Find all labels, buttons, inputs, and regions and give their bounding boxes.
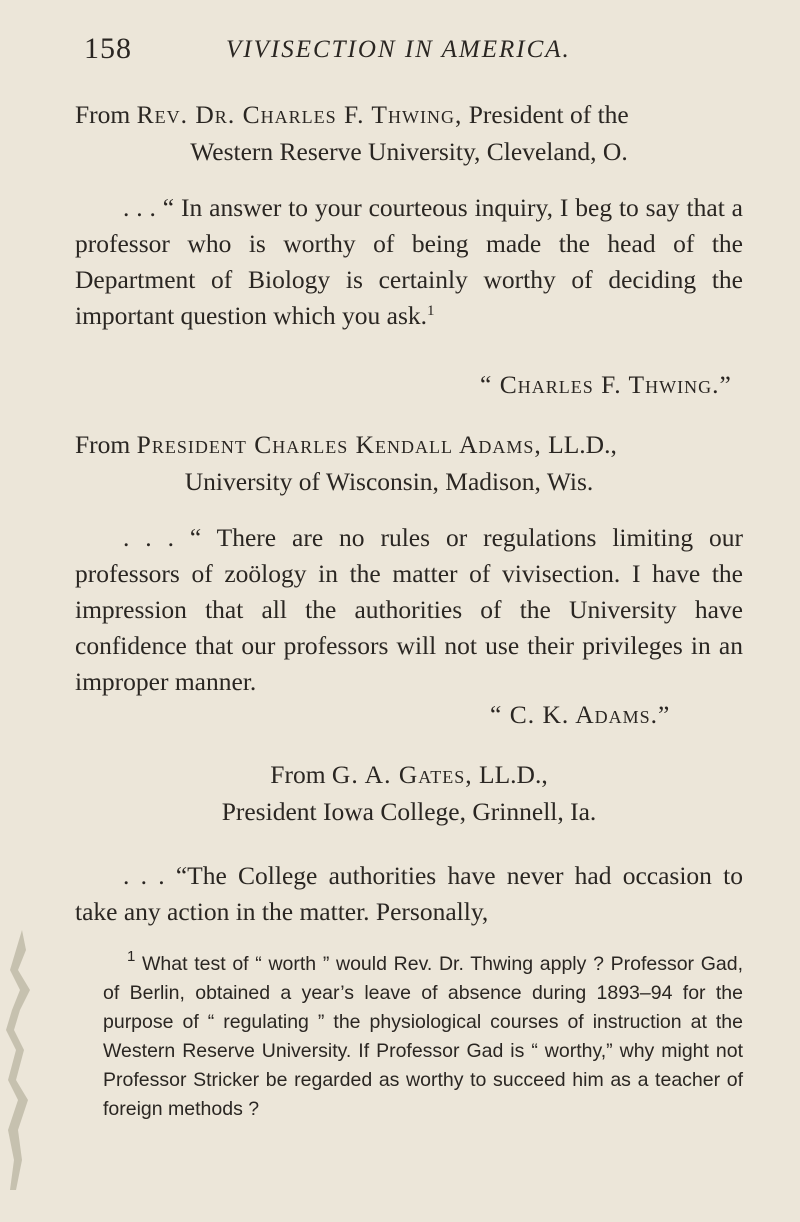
- letter-1-body: [75, 190, 743, 334]
- heading-institution: University of Wisconsin, Madison, Wis.: [184, 467, 594, 496]
- footnote-marker: 1: [127, 948, 136, 965]
- heading-institution: President Iowa College, Grinnell, Ia.: [221, 797, 597, 826]
- letter-2-heading: [75, 426, 743, 500]
- letter-1-signature: “ Charles F. Thwing.”: [480, 370, 732, 399]
- letter-2-body: . . . “ There are no rules or regulations limiting our professors of zoölogy in the matter of vivisection. I have the impression that all the authorities of the University have confidence that our professors will not use their privileges in an improper manner.: [75, 523, 743, 696]
- heading-suffix: LL.D.,: [479, 760, 548, 789]
- footnote: [103, 950, 743, 1124]
- sender-name: G. A. Gates,: [331, 760, 473, 789]
- heading-suffix: President of the: [468, 100, 629, 129]
- running-title: VIVISECTION IN AMERICA.: [226, 36, 571, 63]
- letter-3-heading: [75, 756, 743, 830]
- heading-prefix: From: [75, 100, 131, 129]
- page-number: 158: [84, 32, 132, 65]
- letter-1-heading: [75, 96, 743, 170]
- margin-stain: [0, 930, 40, 1190]
- footnote-text: What test of “ worth ” would Rev. Dr. Thwing apply ? Professor Gad, of Berlin, obtained a year’s leave of absence during 1893–94 for the purpose of “ regulating ” the physiological courses of instruction at the Western Reserve University. If Professor Gad is “ worthy,” why might not Professor Stricker be regarded as worthy to succeed him as a teacher of foreign methods ?: [103, 953, 743, 1120]
- letter-body-text: . . . “ In answer to your courteous inquiry, I beg to say that a professor who is worthy of being made the head of the Department of Biology is certainly worthy of deciding the important question which you ask.: [75, 193, 743, 330]
- footnote-ref: 1: [427, 303, 435, 319]
- heading-institution: Western Reserve University, Cleveland, O.: [190, 137, 628, 166]
- letter-3-body: . . . “The College authorities have never had occasion to take any action in the matter. Personally,: [75, 861, 743, 926]
- heading-prefix: From: [270, 760, 326, 789]
- heading-prefix: From: [75, 430, 131, 459]
- page-header: [84, 32, 716, 72]
- sender-name: Rev. Dr. Charles F. Thwing,: [136, 100, 463, 129]
- sender-name: President Charles Kendall Adams,: [136, 430, 542, 459]
- letter-2-signature: “ C. K. Adams.”: [490, 700, 671, 729]
- heading-suffix: LL.D.,: [548, 430, 617, 459]
